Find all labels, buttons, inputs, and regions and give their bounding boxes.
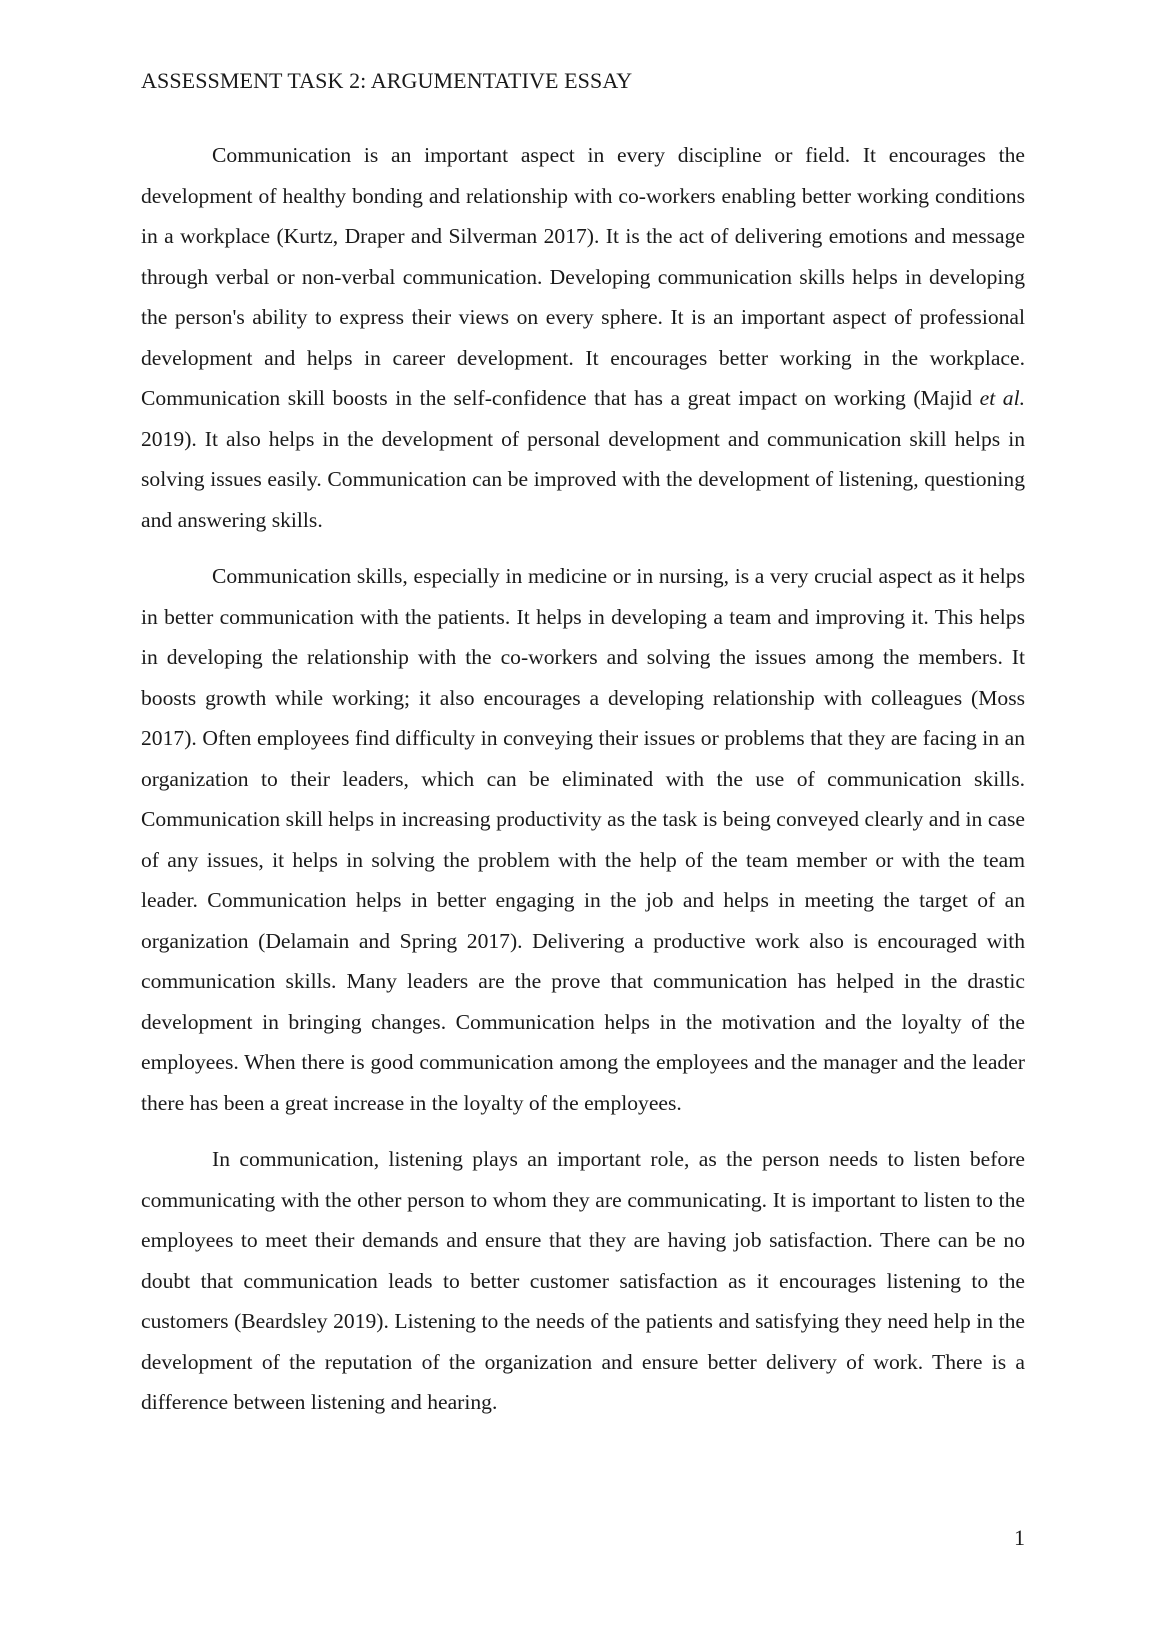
- paragraph-1-citation-italic: et al.: [979, 386, 1025, 410]
- document-body: [141, 135, 1025, 1439]
- paragraph-2: Communication skills, especially in medicine or in nursing, is a very crucial aspect as it helps in better communication with the patients. It helps in developing a team and improving it. This helps in developing the relationship with the co-workers and solving the issues among the members. It boosts growth while working; it also encourages a developing relationship with colleagues (Moss 2017). Often employees find difficulty in conveying their issues or problems that they are facing in an organization to their leaders, which can be eliminated with the use of communication skills. Communication skill helps in increasing productivity as the task is being conveyed clearly and in case of any issues, it helps in solving the problem with the help of the team member or with the team leader. Communication helps in better engaging in the job and helps in meeting the target of an organization (Delamain and Spring 2017). Delivering a productive work also is encouraged with communication skills. Many leaders are the prove that communication has helped in the drastic development in bringing changes. Communication helps in the motivation and the loyalty of the employees. When there is good communication among the employees and the manager and the leader there has been a great increase in the loyalty of the employees.: [141, 564, 1025, 1115]
- page-number: 1: [1014, 1525, 1025, 1550]
- document-header: ASSESSMENT TASK 2: ARGUMENTATIVE ESSAY: [141, 68, 633, 93]
- paragraph-3: In communication, listening plays an important role, as the person needs to listen before communicating with the other person to whom they are communicating. It is important to listen to the employees to meet their demands and ensure that they are having job satisfaction. There can be no doubt that communication leads to better customer satisfaction as it encourages listening to the customers (Beardsley 2019). Listening to the needs of the patients and satisfying they need help in the development of the reputation of the organization and ensure better delivery of work. There is a difference between listening and hearing.: [141, 1147, 1025, 1414]
- paragraph-1: [141, 135, 1025, 540]
- paragraph-1-text-a: Communication is an important aspect in every discipline or field. It encourages the development of healthy bonding and relationship with co-workers enabling better working conditions in a workplace (Kurtz, Draper and Silverman 2017). It is the act of delivering emotions and message through verbal or non-verbal communication. Developing communication skills helps in developing the person's ability to express their views on every sphere. It is an important aspect of professional development and helps in career development. It encourages better working in the workplace. Communication skill boosts in the self-confidence that has a great impact on working (Majid: [141, 143, 1025, 410]
- paragraph-1-text-b: 2019). It also helps in the development of personal development and communication skill helps in solving issues easily. Communication can be improved with the development of listening, questioning and answering skills.: [141, 426, 1025, 532]
